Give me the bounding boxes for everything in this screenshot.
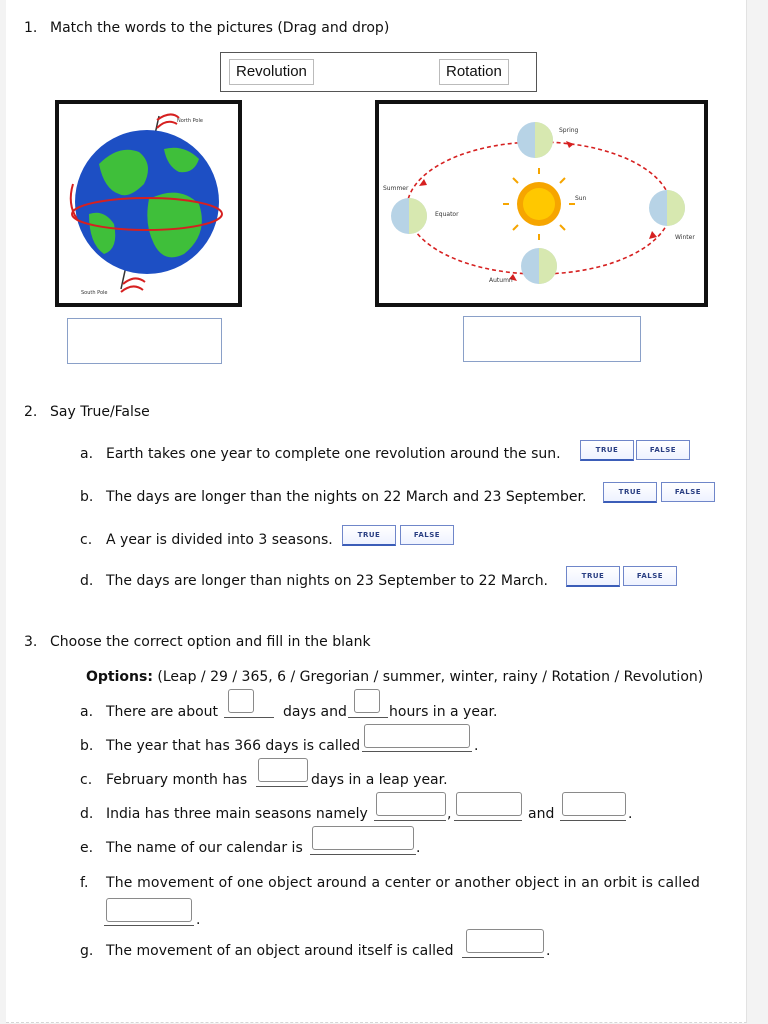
fill-a-hours-blank[interactable] <box>354 689 380 713</box>
globe-picture <box>55 100 242 307</box>
sun-label: Sun <box>575 195 587 202</box>
fill-d-blank-1[interactable] <box>376 792 446 816</box>
q1-text: Match the words to the pictures (Drag and drop) <box>50 20 390 36</box>
word-revolution[interactable]: Revolution <box>229 59 314 85</box>
equator-label: Equator <box>435 211 459 218</box>
tf-d-true-button[interactable]: TRUE <box>566 566 620 587</box>
fill-d-blank-3[interactable] <box>562 792 626 816</box>
fill-b-blank[interactable] <box>364 724 470 748</box>
autumn-label: Autumn <box>489 277 513 284</box>
tf-a-false-button[interactable]: FALSE <box>636 440 690 460</box>
fill-f-blank[interactable] <box>106 898 192 922</box>
tf-item-a: a. Earth takes one year to complete one revolution around the sun. <box>80 446 561 462</box>
winter-label: Winter <box>675 234 695 241</box>
fill-item-d: d. India has three main seasons namely <box>80 806 368 822</box>
tf-d-false-button[interactable]: FALSE <box>623 566 677 586</box>
spring-label: Spring <box>559 127 579 134</box>
orbit-picture <box>375 100 708 307</box>
word-bank <box>220 52 537 92</box>
fill-item-a: a. There are about <box>80 704 219 720</box>
tf-a-true-button[interactable]: TRUE <box>580 440 634 461</box>
fill-c-blank[interactable] <box>258 758 308 782</box>
fill-item-g: g. The movement of an object around itself is called <box>80 943 454 959</box>
fill-item-e: e. The name of our calendar is <box>80 840 303 856</box>
earth-orbit-illustration <box>379 104 704 303</box>
fill-d-blank-2[interactable] <box>456 792 522 816</box>
fill-g-blank[interactable] <box>466 929 544 953</box>
globe-rotation-illustration <box>59 104 238 303</box>
tf-item-c: c. A year is divided into 3 seasons. <box>80 532 333 548</box>
tf-c-false-button[interactable]: FALSE <box>400 525 454 545</box>
drop-target-orbit[interactable] <box>463 316 641 362</box>
tf-b-false-button[interactable]: FALSE <box>661 482 715 502</box>
q3-options <box>86 669 703 685</box>
fill-item-b: b. The year that has 366 days is called <box>80 738 361 754</box>
q2-heading <box>24 404 150 420</box>
q2-text: Say True/False <box>50 404 150 420</box>
fill-a-days-blank[interactable] <box>228 689 254 713</box>
q1-heading <box>24 20 389 36</box>
tf-item-b: b. The days are longer than the nights on 22 March and 23 September. <box>80 489 587 505</box>
drop-target-globe[interactable] <box>67 318 222 364</box>
tf-c-true-button[interactable]: TRUE <box>342 525 396 546</box>
fill-item-c: c. February month has <box>80 772 248 788</box>
options-label: Options: <box>86 669 153 685</box>
summer-label: Summer <box>383 185 409 192</box>
q1-number: 1. <box>24 20 38 36</box>
q3-text: Choose the correct option and fill in the blank <box>50 634 371 650</box>
south-pole-label: South Pole <box>81 290 108 296</box>
fill-e-blank[interactable] <box>312 826 414 850</box>
word-rotation[interactable]: Rotation <box>439 59 509 85</box>
tf-b-true-button[interactable]: TRUE <box>603 482 657 503</box>
tf-item-d: d. The days are longer than nights on 23 September to 22 March. <box>80 573 549 589</box>
fill-item-f: f. The movement of one object around a center or another object in an orbit is called <box>80 875 701 891</box>
q3-heading <box>24 634 371 650</box>
north-pole-label: North Pole <box>177 118 203 124</box>
options-text: (Leap / 29 / 365, 6 / Gregorian / summer, winter, rainy / Rotation / Revolution) <box>157 669 704 685</box>
q3-number: 3. <box>24 634 38 650</box>
q2-number: 2. <box>24 404 38 420</box>
worksheet: 1. Match the words to the pictures (Drag and drop) Revolution Rotation North Pole South Pole Spring Summer Sun Equator Winter Autumn 2. Say True/False a. Earth takes one year to complete one revolution around the sun. TRUE FALSE b. The days are longer than the nights on 22 March and 23 September. TRUE FALSE c. A year is divided into 3 seasons. TRUE FALSE d. The days are longer than nights on 23 September to 22 March. TRUE FALSE 3. Choose the correct option and fill in the blank Options: (Leap / 29 / 365, 6 / Gregorian / summer, winter, rainy / Rotation / Revolution) a. There are about days and hours in a year. b. The year that has 366 days is called . c. February month has days in a leap year. d. India has three main seasons namely , and . e. The name of our calendar is . f. The movement of one object around a center or another object in an orbit is called . g. The movement of an object around itself is called . <box>6 0 747 1023</box>
